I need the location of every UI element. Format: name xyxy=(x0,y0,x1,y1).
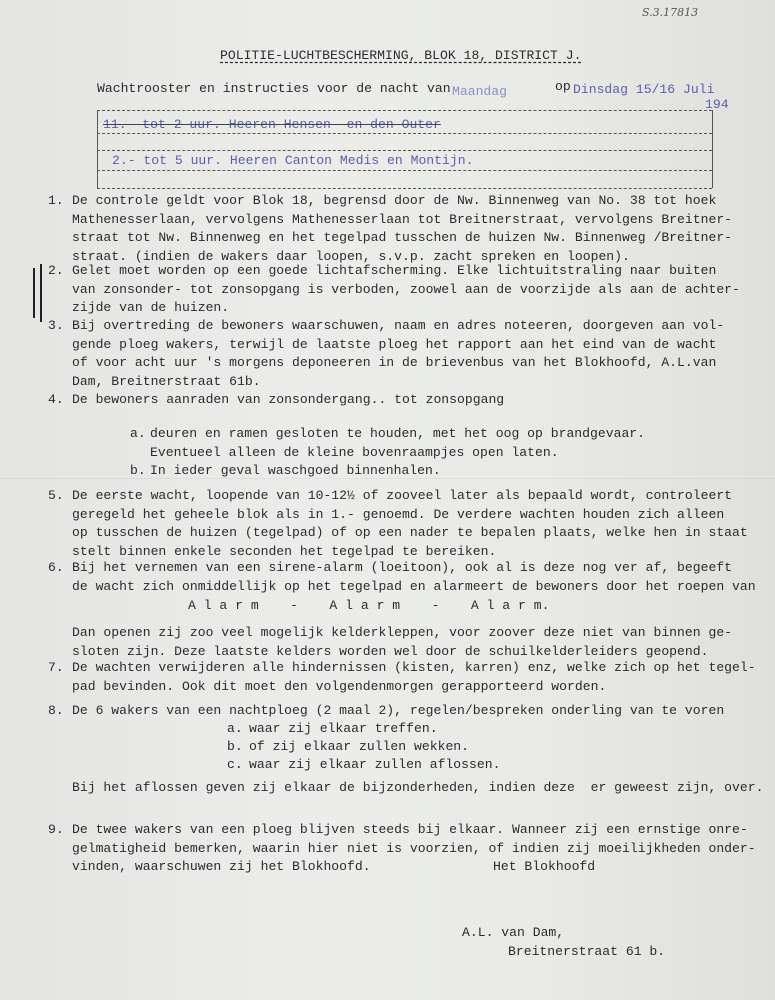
item-line: Gelet moet worden op een goede lichtafscherming. Elke lichtuitstraling naar buiten xyxy=(72,263,717,278)
item-line: of voor acht uur 's morgens deponeeren in de brievenbus van het Blokhoofd, A.L.van xyxy=(72,355,717,371)
schedule-row-1: 11.- tot 2 uur. Heeren Hensen en den Outer xyxy=(103,117,441,132)
item-line: Bij overtreding de bewoners waarschuwen, naam en adres noteeren, doorgeven aan vol- xyxy=(72,318,725,333)
item-line: Bij het vernemen van een sirene-alarm (loeitoon), ook al is deze nog ver af, begeeft xyxy=(72,560,733,575)
night-from: Maandag xyxy=(452,84,508,99)
item-line: stelt binnen enkele seconden het tegelpad te bereiken. xyxy=(72,543,497,559)
item-number: 1. xyxy=(48,193,64,208)
item-line: A l a r m - A l a r m - A l a r m. xyxy=(188,598,550,613)
item-line: Dam, Breitnerstraat 61b. xyxy=(72,373,261,389)
item-line: Eventueel alleen de kleine bovenraampjes open laten. xyxy=(150,444,559,460)
item-line: De wachten verwijderen alle hindernissen (kisten, karren) enz, welke zich op het tegel- xyxy=(72,660,756,675)
item-line: De 6 wakers van een nachtploeg (2 maal 2), regelen/bespreken onderling van te voren xyxy=(72,703,725,718)
item-line: op tusschen de huizen (tegelpad) of op een nader te bepalen plaats, welke hen in staat xyxy=(72,525,748,541)
item-line: gelmatigheid bemerken, waarin hier niet is voorzien, of indien zij moeilijkheden onder- xyxy=(72,840,756,856)
item-line: Mathenesserlaan, vervolgens Mathenesserlaan tot Breitnerstraat, vervolgens Breitner- xyxy=(72,211,733,227)
item-number: 3. xyxy=(48,318,64,333)
item-line: waar zij elkaar zullen aflossen. xyxy=(249,757,501,772)
signature-address: Breitnerstraat 61 b. xyxy=(508,944,666,959)
schedule-row-2: 2.- tot 5 uur. Heeren Canton Medis en Montijn. xyxy=(112,153,474,168)
item-line: waar zij elkaar treffen. xyxy=(249,721,438,736)
archive-number: S.3.17813 xyxy=(642,6,699,19)
item-line: De eerste wacht, loopende van 10-12½ of zooveel later als bepaald wordt, controleert xyxy=(72,488,733,503)
item-line: of zij elkaar zullen wekken. xyxy=(249,739,470,754)
item-number: 9. xyxy=(48,822,64,837)
item-line: geregeld het geheele blok als in 1.- genoemd. De verdere wachten houden zich alleen xyxy=(72,506,725,522)
item-number: b. xyxy=(130,463,146,478)
signature-title: Het Blokhoofd xyxy=(493,859,596,874)
item-number: a. xyxy=(130,426,146,441)
item-number: 8. xyxy=(48,703,64,718)
item-number: 2. xyxy=(48,263,64,278)
document-title: POLITIE-LUCHTBESCHERMING, BLOK 18, DISTRICT J. xyxy=(220,48,582,63)
item-line: In ieder geval waschgoed binnenhalen. xyxy=(150,463,441,478)
night-to: Dinsdag 15/16 Juli xyxy=(573,82,715,97)
item-number: 7. xyxy=(48,660,64,675)
item-number: 6. xyxy=(48,560,64,575)
item-line: De bewoners aanraden van zonsondergang.. tot zonsopgang xyxy=(72,392,505,407)
item-line: De twee wakers van een ploeg blijven steeds bij elkaar. Wanneer zij een ernstige onre- xyxy=(72,822,748,837)
item-line: straat tot Nw. Binnenweg en het tegelpad tusschen de huizen Nw. Binnenweg /Breitner- xyxy=(72,230,733,246)
margin-mark xyxy=(40,264,42,322)
item-line: deuren en ramen gesloten te houden, met het oog op brandgevaar. xyxy=(150,426,646,441)
item-line: Bij het aflossen geven zij elkaar de bijzonderheden, indien deze er geweest zijn, over. xyxy=(72,780,764,795)
item-line: gende ploeg wakers, terwijl de laatste ploeg het rapport aan het eind van de wacht xyxy=(72,336,717,352)
item-line: pad bevinden. Ook dit moet den volgendenmorgen gerapporteerd worden. xyxy=(72,678,607,694)
item-line: vinden, waarschuwen zij het Blokhoofd. xyxy=(72,859,371,875)
subtitle: Wachtrooster en instructies voor de nacht van xyxy=(97,81,451,96)
item-line: van zonsonder- tot zonsopgang is verboden, zoowel aan de voorzijde als aan de achter- xyxy=(72,281,740,297)
item-line: de wacht zich onmiddellijk op het tegelpad en alarmeert de bewoners door het roepen van xyxy=(72,578,756,594)
year: 194 xyxy=(705,97,729,112)
item-number: c. xyxy=(227,757,243,772)
item-number: a. xyxy=(227,721,243,736)
item-number: 5. xyxy=(48,488,64,503)
item-line: De controle geldt voor Blok 18, begrensd door de Nw. Binnenweg van No. 38 tot hoek xyxy=(72,193,717,208)
op-label: op xyxy=(555,79,571,94)
item-number: 4. xyxy=(48,392,64,407)
item-line: Dan openen zij zoo veel mogelijk kelderkleppen, voor zoover deze niet van binnen ge- xyxy=(72,625,733,640)
item-line: zijde van de huizen. xyxy=(72,300,230,316)
item-number: b. xyxy=(227,739,243,754)
margin-mark xyxy=(33,268,35,318)
item-line: straat. (indien de wakers daar loopen, s.v.p. zacht spreken en loopen). xyxy=(72,248,630,264)
signature-name: A.L. van Dam, xyxy=(462,925,565,940)
item-line: sloten zijn. Deze laatste kelders worden wel door de schuilkelderleiders geopend. xyxy=(72,643,709,659)
